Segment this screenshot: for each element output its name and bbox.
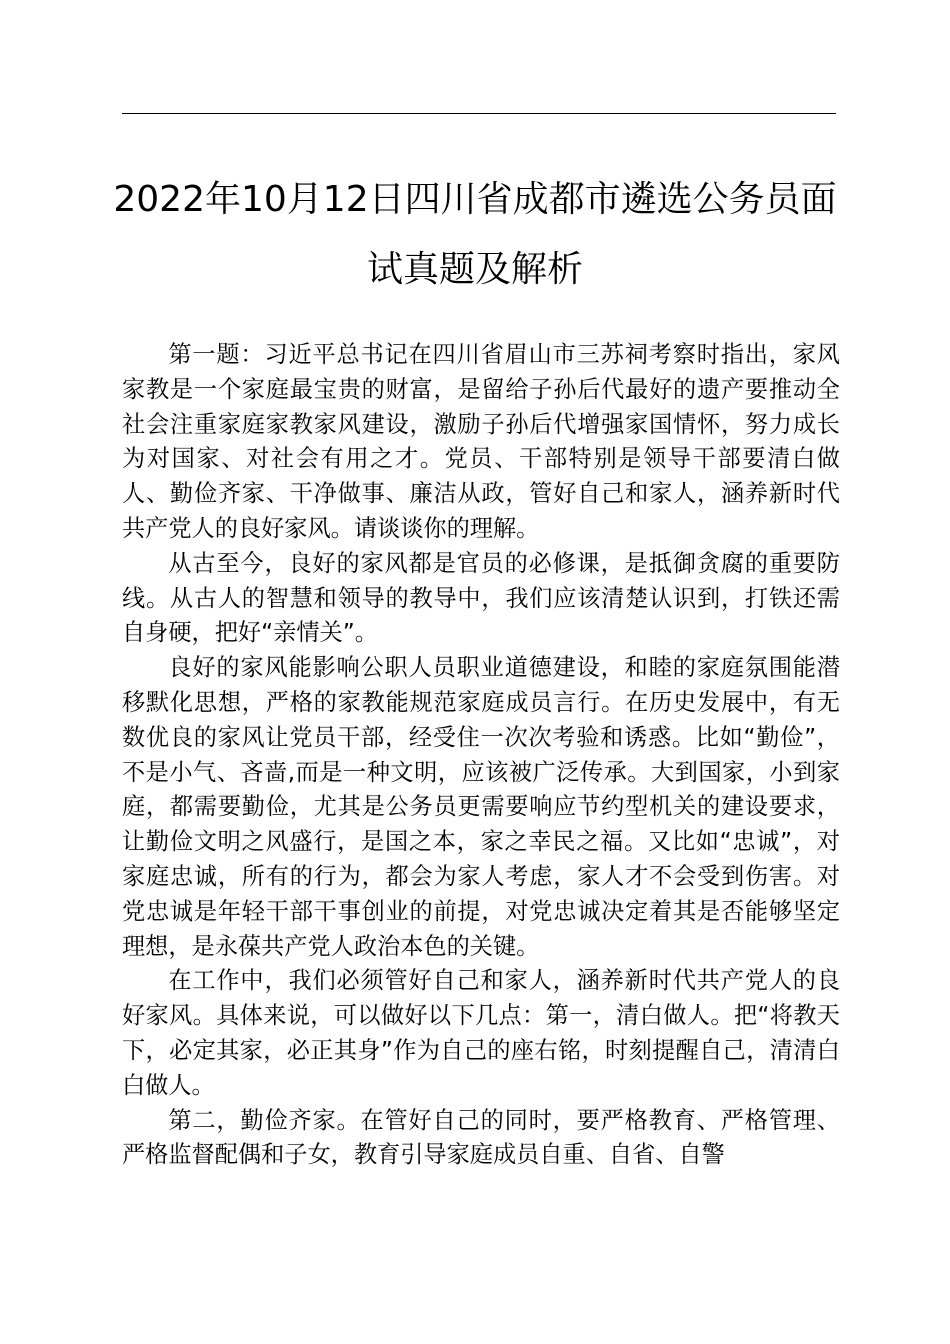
document-body [122, 338, 840, 1173]
header-rule [122, 113, 836, 114]
paragraph-family-values: 良好的家风能影响公职人员职业道德建设，和睦的家庭氛围能潜移默化思想，严格的家教能规范家庭成员言行。在历史发展中，有无数优良的家风让党员干部，经受住一次次考验和诱惑。比如“勤俭”，不是小气、吝啬,而是一种文明，应该被广泛传承。大到国家，小到家庭，都需要勤俭，尤其是公务员更需要响应节约型机关的建设要求，让勤俭文明之风盛行，是国之本，家之幸民之福。又比如“忠诚”，对家庭忠诚，所有的行为，都会为家人考虑，家人才不会受到伤害。对党忠诚是年轻干部干事创业的前提，对党忠诚决定着其是否能够坚定理想，是永葆共产党人政治本色的关键。 [122, 654, 840, 960]
document-title-line-2: 试真题及解析 [366, 249, 583, 290]
paragraph-work-point-one: 在工作中，我们必须管好自己和家人，涵养新时代共产党人的良好家风。具体来说，可以做好以下几点：第一，清白做人。把“将教天下，必定其家，必正其身”作为自己的座右铭，时刻提醒自己，清清白白做人。 [122, 967, 840, 1099]
paragraph-intro: 从古至今，良好的家风都是官员的必修课，是抵御贪腐的重要防线。从古人的智慧和领导的教导中，我们应该清楚认识到，打铁还需自身硬，把好“亲情关”。 [122, 549, 840, 647]
paragraph-question: 第一题：习近平总书记在四川省眉山市三苏祠考察时指出，家风家教是一个家庭最宝贵的财富，是留给子孙后代最好的遗产要推动全社会注重家庭家教家风建设，激励子孙后代增强家国情怀，努力成长为对国家、对社会有用之才。党员、干部特别是领导干部要清白做人、勤俭齐家、干净做事、廉洁从政，管好自己和家人，涵养新时代共产党人的良好家风。请谈谈你的理解。 [122, 341, 840, 542]
paragraph-work-point-two: 第二，勤俭齐家。在管好自己的同时，要严格教育、严格管理、严格监督配偶和子女，教育引导家庭成员自重、自省、自警 [122, 1106, 840, 1169]
document-title-line-1: 2022年10月12日四川省成都市遴选公务员面 [113, 179, 837, 220]
